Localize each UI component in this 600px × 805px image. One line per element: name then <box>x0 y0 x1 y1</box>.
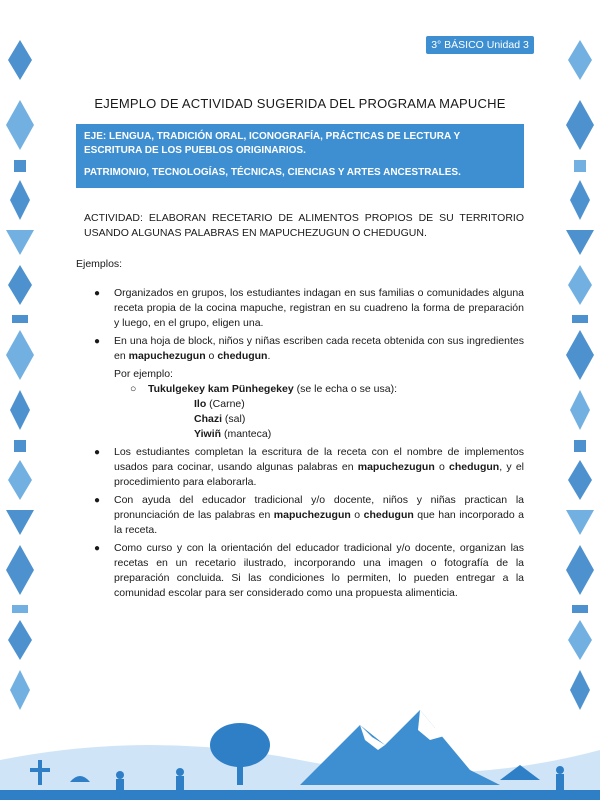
ingredient-translation: (sal) <box>222 413 246 425</box>
keyword-mapuchezugun: mapuchezugun <box>273 509 351 521</box>
grade-unit-badge: 3° BÁSICO Unidad 3 <box>426 36 534 54</box>
list-item <box>94 286 524 331</box>
bullet-icon: ● <box>94 447 101 458</box>
right-decorative-border <box>560 30 600 720</box>
bullet-icon: ● <box>94 288 101 299</box>
ingredient-name: Ilo <box>194 398 207 410</box>
bullet-icon: ● <box>94 495 101 506</box>
bullet-5-text: Como curso y con la orientación del educador tradicional y/o docente, organizan las recetas en un recetario ilustrado, incorporando una imagen o fotografía de la preparación concluida. Si las condiciones lo permiten, lo pueden entregar a la comunidad escolar para ser considerado como una propuesta alimenticia. <box>114 542 524 599</box>
eje-line-1: EJE: LENGUA, TRADICIÓN ORAL, ICONOGRAFÍA, PRÁCTICAS DE LECTURA Y ESCRITURA DE LOS PUEBLOS ORIGINARIOS. <box>84 131 460 156</box>
list-item <box>94 493 524 538</box>
bullet-2-end: . <box>267 350 271 362</box>
list-item <box>94 334 524 364</box>
bullet-3-text: Los estudiantes completan la escritura de la receta con el nombre de implementos usados para cocinar, usando algunas palabras en <box>114 446 524 473</box>
keyword-mapuchezugun: mapuchezugun <box>357 461 435 473</box>
bullet-icon: ● <box>94 336 101 347</box>
page-title: EJEMPLO DE ACTIVIDAD SUGERIDA DEL PROGRAMA MAPUCHE <box>94 96 506 111</box>
bullet-2-text: En una hoja de block, niños y niñas escriben cada receta obtenida con sus ingredientes en <box>114 335 524 362</box>
keyword-mapuchezugun: mapuchezugun <box>128 350 206 362</box>
sub-bullet-text: (se le echa o se usa): <box>293 383 398 395</box>
bullet-1-text: Organizados en grupos, los estudiantes indagan en sus familias o comunidades alguna receta propia de la cocina mapuche, registran en su cuadreno la forma de preparación y luego, en el grupo, eligen una. <box>114 287 524 329</box>
sub-bullet-bold: Tukulgekey kam Pünhegekey <box>148 383 294 395</box>
ingredient-name: Chazi <box>194 413 223 425</box>
keyword-chedugun: chedugun <box>217 350 268 362</box>
keyword-chedugun: chedugun <box>449 461 500 473</box>
list-item <box>94 541 524 601</box>
circle-bullet-icon: ○ <box>130 383 137 395</box>
list-item <box>94 445 524 490</box>
por-ejemplo-label: Por ejemplo: <box>114 368 173 380</box>
activity-description: ACTIVIDAD: ELABORAN RECETARIO DE ALIMENTOS PROPIOS DE SU TERRITORIO USANDO ALGUNAS PALABRAS EN MAPUCHEZUGUN O CHEDUGUN. <box>84 212 524 239</box>
ingredient-translation: (Carne) <box>206 398 245 410</box>
eje-box <box>76 124 524 188</box>
bullet-4-end: que han incorporado a la receta. <box>114 509 524 536</box>
bullet-icon: ● <box>94 543 101 554</box>
ingredient-item <box>194 412 524 427</box>
bullet-3-end: , y el procedimiento para elaborarla. <box>114 461 524 488</box>
ingredient-translation: (manteca) <box>221 428 272 440</box>
connector-o: o <box>434 461 450 473</box>
sub-list-item <box>130 382 524 397</box>
left-decorative-border <box>0 30 40 720</box>
footer-landscape-illustration <box>0 690 600 800</box>
connector-o: o <box>350 509 364 521</box>
ingredient-item <box>194 397 524 412</box>
connector-o: o <box>205 350 218 362</box>
examples-label: Ejemplos: <box>76 258 123 270</box>
ingredient-item <box>194 427 524 442</box>
bullet-4-text: Con ayuda del educador tradicional y/o docente, niños y niñas practican la pronunciación de las palabras en <box>114 494 524 521</box>
examples-list <box>94 286 524 604</box>
eje-line-2: PATRIMONIO, TECNOLOGÍAS, TÉCNICAS, CIENCIAS Y ARTES ANCESTRALES. <box>84 167 461 178</box>
ingredient-name: Yiwiñ <box>194 428 222 440</box>
keyword-chedugun: chedugun <box>363 509 414 521</box>
